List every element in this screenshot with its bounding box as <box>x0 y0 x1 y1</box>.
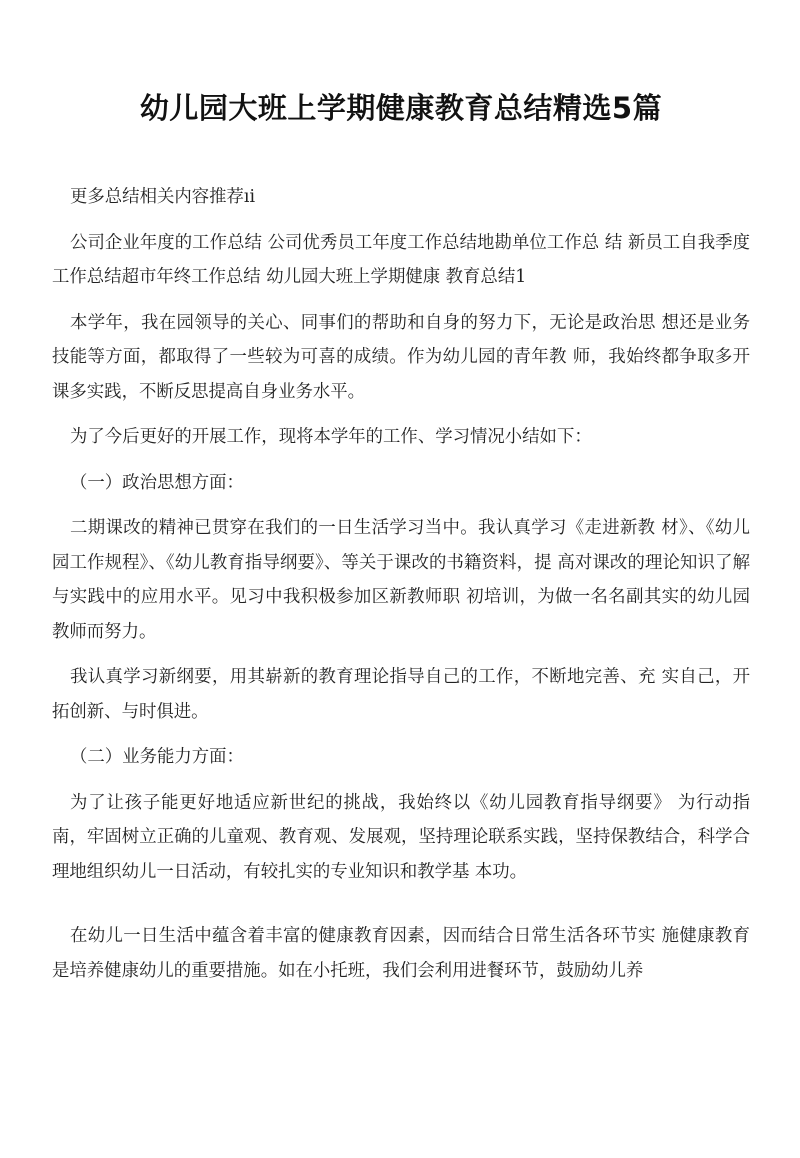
paragraph-intro: 本学年，我在园领导的关心、同事们的帮助和自身的努力下，无论是政治思 想还是业务技能等方面，都取得了一些较为可喜的成绩。作为幼儿园的青年教 师，我始终都争取多开课多实践，不断反思提高自身业务水平。 <box>52 312 750 402</box>
paragraph-related-links: 公司企业年度的工作总结 公司优秀员工年度工作总结地勘单位工作总 结 新员工自我季度工作总结超市年终工作总结 幼儿园大班上学期健康 教育总结1 <box>52 232 750 287</box>
heading-political: （一）政治思想方面： <box>70 472 244 493</box>
heading-professional: （二）业务能力方面： <box>70 747 244 767</box>
paragraph-recommend: 更多总结相关内容推荐ıi <box>70 187 256 207</box>
paragraph-new-guidelines: 我认真学习新纲要，用其崭新的教育理论指导自己的工作，不断地完善、充 实自己，开拓创新、与时俱进。 <box>52 667 750 722</box>
paragraph-summary-lead: 为了今后更好的开展工作，现将本学年的工作、学习情况小结如下： <box>70 427 592 447</box>
document-title: 幼儿园大班上学期健康教育总结精选5篇 <box>139 91 663 125</box>
document-body <box>52 180 750 988</box>
paragraph-health-education: 在幼儿一日生活中蕴含着丰富的健康教育因素，因而结合日常生活各环节实 施健康教育是培养健康幼儿的重要措施。如在小托班，我们会利用进餐环节，鼓励幼儿养 <box>52 926 750 981</box>
paragraph-professional-skills: 为了让孩子能更好地适应新世纪的挑战，我始终以《幼儿园教育指导纲要》 为行动指南，牢固树立正确的儿童观、教育观、发展观，坚持理论联系实践，坚持保教结合，科学合理地组织幼儿一日活动，有较扎实的专业知识和教学基 本功。 <box>52 792 750 882</box>
paragraph-curriculum-reform: 二期课改的精神已贯穿在我们的一日生活学习当中。我认真学习《走进新教 材》、《幼儿园工作规程》、《幼儿教育指导纲要》、等关于课改的书籍资料，提 高对课改的理论知识了解与实践中的应用水平。见习中我积极参加区新教师职 初培训，为做一名名副其实的幼儿园教师而努力。 <box>52 518 750 642</box>
